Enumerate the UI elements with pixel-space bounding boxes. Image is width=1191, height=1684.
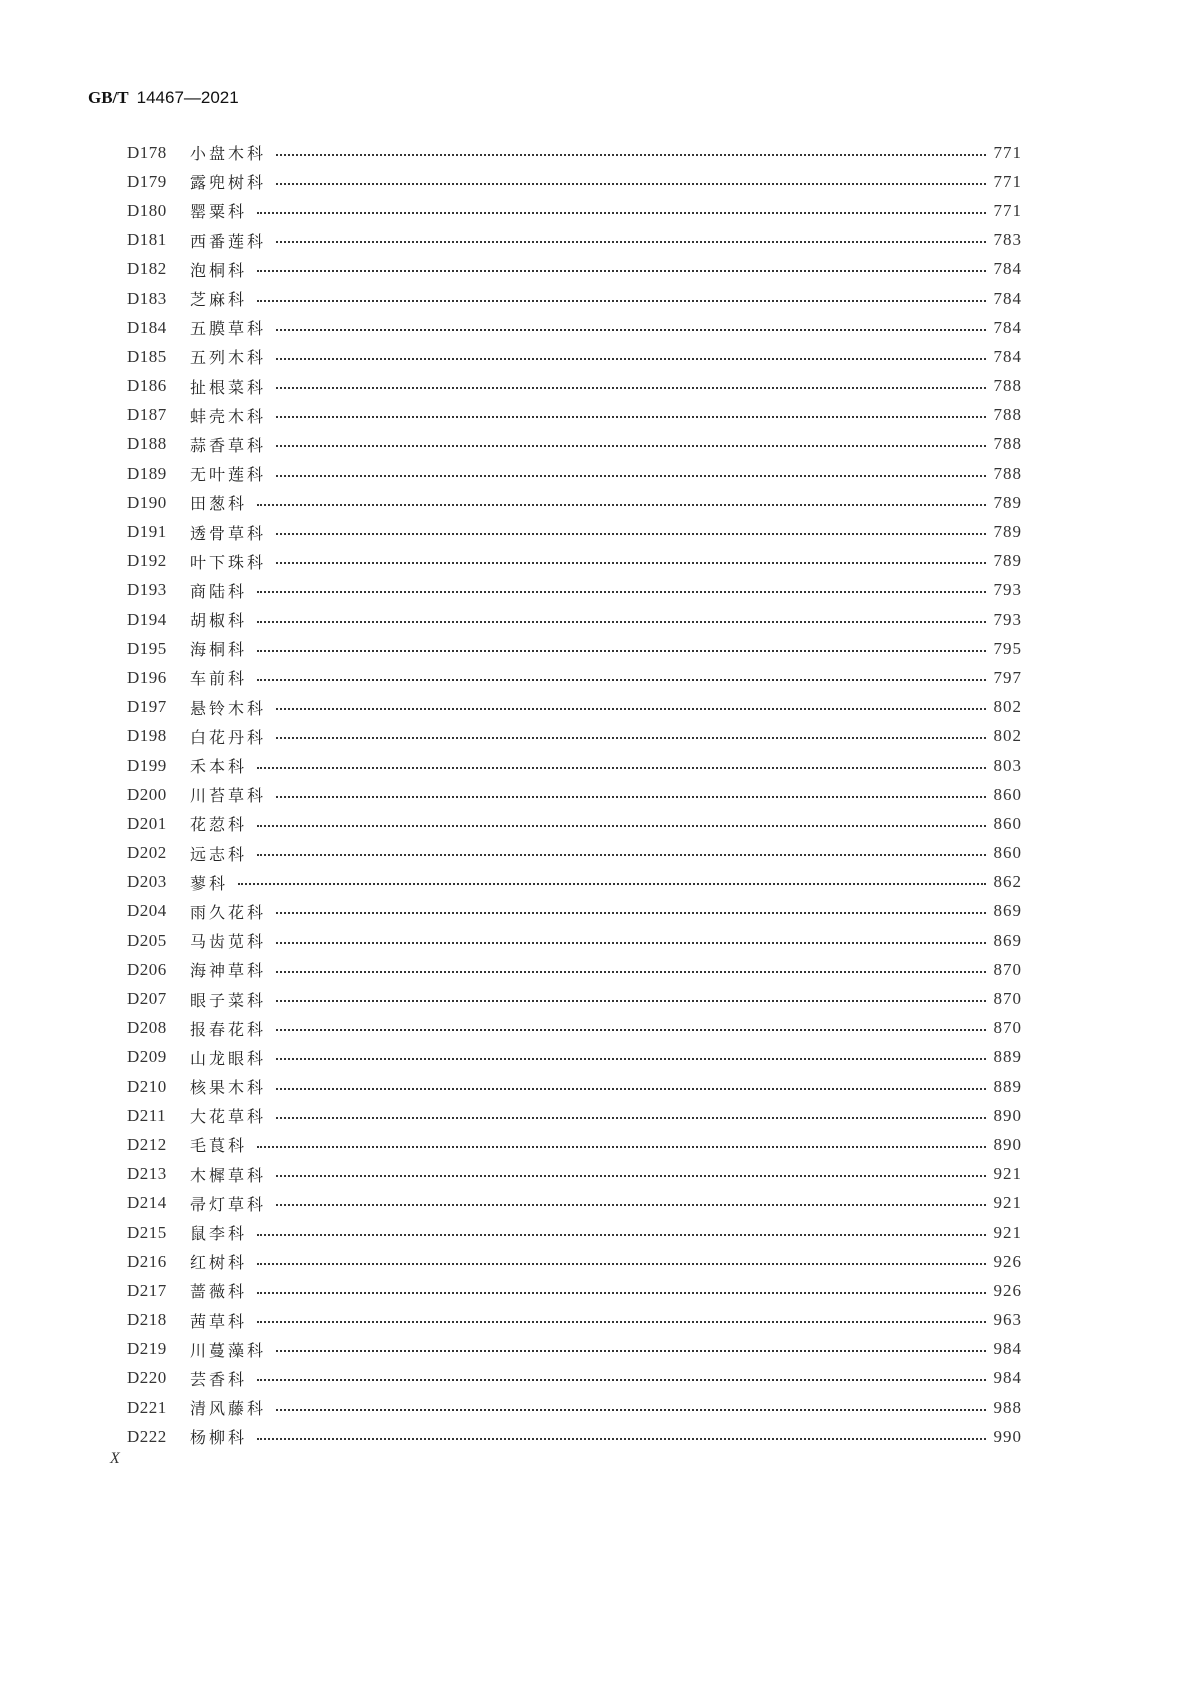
entry-title: 五列木科 [190,348,267,368]
entry-title: 清风藤科 [190,1399,267,1419]
dot-leader [276,416,985,418]
entry-id: D178 [127,142,167,162]
running-header [88,88,239,108]
dot-leader [276,445,985,447]
dot-leader [276,475,985,477]
dot-leader [257,679,985,681]
entry-page: 784 [993,346,1022,366]
toc-entry[interactable] [127,430,1022,459]
entry-id: D193 [127,580,167,600]
entry-page: 926 [993,1280,1022,1300]
entry-id: D181 [127,230,167,250]
entry-page: 784 [993,317,1022,337]
entry-title: 叶下珠科 [190,552,267,572]
entry-title: 禾本科 [190,757,248,777]
entry-title: 海神草科 [190,961,267,981]
toc-entry[interactable] [127,196,1022,225]
dot-leader [257,1146,985,1148]
dot-leader [257,300,985,302]
dot-leader [257,1321,985,1323]
entry-id: D182 [127,259,167,279]
toc-entry[interactable] [127,1422,1022,1451]
toc-entry[interactable] [127,1247,1022,1276]
entry-title: 蚌壳木科 [190,406,267,426]
entry-title: 蓼科 [190,873,229,893]
entry-title: 木樨草科 [190,1165,267,1185]
entry-page: 860 [993,784,1022,804]
toc-entry[interactable] [127,780,1022,809]
entry-title: 小盘木科 [190,144,267,164]
entry-page: 890 [993,1105,1022,1125]
toc-entry[interactable] [127,1160,1022,1189]
toc-entry[interactable] [127,693,1022,722]
entry-id: D197 [127,697,167,717]
toc-entry[interactable] [127,1101,1022,1130]
entry-page: 771 [993,142,1022,162]
entry-title: 帚灯草科 [190,1194,267,1214]
entry-page: 797 [993,667,1022,687]
dot-leader [276,1000,985,1002]
entry-title: 远志科 [190,844,248,864]
dot-leader [276,241,985,243]
entry-title: 扯根菜科 [190,377,267,397]
dot-leader [276,1409,985,1411]
toc-entry[interactable] [127,1072,1022,1101]
standard-code: GB/T [88,88,129,107]
entry-title: 川蔓藻科 [190,1340,267,1360]
dot-leader [257,1438,985,1440]
entry-title: 芸香科 [190,1369,248,1389]
entry-id: D191 [127,522,167,542]
toc-entry[interactable] [127,1364,1022,1393]
toc-entry[interactable] [127,955,1022,984]
dot-leader [276,1204,985,1206]
dot-leader [276,1350,985,1352]
entry-id: D218 [127,1310,167,1330]
entry-page: 990 [993,1426,1022,1446]
entry-id: D187 [127,405,167,425]
dot-leader [276,942,985,944]
entry-id: D180 [127,200,167,220]
entry-title: 悬铃木科 [190,698,267,718]
toc-entry[interactable] [127,984,1022,1013]
entry-id: D198 [127,726,167,746]
entry-id: D183 [127,288,167,308]
entry-id: D217 [127,1280,167,1300]
standard-number: 14467—2021 [136,88,239,107]
dot-leader [276,1088,985,1090]
entry-id: D196 [127,667,167,687]
toc-entry[interactable] [127,313,1022,342]
entry-id: D179 [127,171,167,191]
entry-id: D188 [127,434,167,454]
toc-entry[interactable] [127,1218,1022,1247]
entry-id: D199 [127,755,167,775]
entry-title: 核果木科 [190,1078,267,1098]
toc-entry[interactable] [127,634,1022,663]
entry-page: 963 [993,1310,1022,1330]
toc-entry[interactable] [127,401,1022,430]
dot-leader [276,971,985,973]
entry-title: 杨柳科 [190,1428,248,1448]
toc-entry[interactable] [127,167,1022,196]
dot-leader [257,591,985,593]
entry-page: 869 [993,930,1022,950]
toc-entry[interactable] [127,459,1022,488]
entry-id: D195 [127,638,167,658]
entry-page: 921 [993,1193,1022,1213]
entry-page: 802 [993,726,1022,746]
entry-page: 988 [993,1397,1022,1417]
entry-title: 海桐科 [190,640,248,660]
entry-page: 869 [993,901,1022,921]
entry-title: 毛茛科 [190,1136,248,1156]
dot-leader [238,883,985,885]
entry-page: 802 [993,697,1022,717]
entry-title: 蒜香草科 [190,435,267,455]
entry-page: 771 [993,200,1022,220]
entry-title: 眼子菜科 [190,990,267,1010]
entry-page: 789 [993,551,1022,571]
toc-entry[interactable] [127,809,1022,838]
dot-leader [257,767,985,769]
entry-page: 793 [993,580,1022,600]
entry-title: 白花丹科 [190,727,267,747]
dot-leader [257,854,985,856]
entry-page: 860 [993,843,1022,863]
entry-title: 罂粟科 [190,202,248,222]
entry-title: 雨久花科 [190,902,267,922]
entry-id: D216 [127,1251,167,1271]
dot-leader [276,329,985,331]
entry-page: 926 [993,1251,1022,1271]
entry-title: 透骨草科 [190,523,267,543]
entry-page: 921 [993,1222,1022,1242]
entry-title: 红树科 [190,1253,248,1273]
toc-entry[interactable] [127,284,1022,313]
toc-entry[interactable] [127,1276,1022,1305]
entry-id: D210 [127,1076,167,1096]
dot-leader [276,1029,985,1031]
toc-entry[interactable] [127,1189,1022,1218]
dot-leader [257,1379,985,1381]
toc-entry[interactable] [127,372,1022,401]
entry-id: D211 [127,1105,167,1125]
dot-leader [276,737,985,739]
entry-page: 795 [993,638,1022,658]
dot-leader [257,1263,985,1265]
dot-leader [276,1175,985,1177]
toc-entry[interactable] [127,255,1022,284]
entry-title: 大花草科 [190,1107,267,1127]
entry-id: D207 [127,989,167,1009]
entry-page: 870 [993,959,1022,979]
entry-id: D209 [127,1047,167,1067]
toc-entry[interactable] [127,342,1022,371]
entry-id: D213 [127,1164,167,1184]
entry-page: 783 [993,230,1022,250]
entry-title: 花荵科 [190,815,248,835]
table-of-contents [127,138,1022,1451]
entry-page: 784 [993,288,1022,308]
entry-page: 860 [993,813,1022,833]
entry-page: 788 [993,434,1022,454]
entry-title: 蔷薇科 [190,1282,248,1302]
toc-entry[interactable] [127,897,1022,926]
toc-entry[interactable] [127,751,1022,780]
toc-entry[interactable] [127,1306,1022,1335]
entry-id: D208 [127,1018,167,1038]
entry-title: 车前科 [190,669,248,689]
entry-page: 984 [993,1368,1022,1388]
entry-title: 茜草科 [190,1311,248,1331]
entry-id: D184 [127,317,167,337]
entry-title: 马齿苋科 [190,932,267,952]
dot-leader [257,621,985,623]
entry-page: 889 [993,1076,1022,1096]
entry-id: D185 [127,346,167,366]
entry-id: D194 [127,609,167,629]
entry-id: D215 [127,1222,167,1242]
dot-leader [276,533,985,535]
toc-entry[interactable] [127,226,1022,255]
dot-leader [257,1234,985,1236]
entry-page: 788 [993,405,1022,425]
entry-title: 川苔草科 [190,786,267,806]
entry-page: 889 [993,1047,1022,1067]
entry-id: D192 [127,551,167,571]
entry-title: 五膜草科 [190,319,267,339]
dot-leader [276,796,985,798]
toc-entry[interactable] [127,722,1022,751]
entry-page: 921 [993,1164,1022,1184]
dot-leader [276,154,985,156]
toc-entry[interactable] [127,1043,1022,1072]
entry-id: D204 [127,901,167,921]
toc-entry[interactable] [127,517,1022,546]
dot-leader [276,912,985,914]
entry-id: D205 [127,930,167,950]
toc-entry[interactable] [127,605,1022,634]
dot-leader [257,504,985,506]
entry-title: 报春花科 [190,1019,267,1039]
entry-page: 870 [993,1018,1022,1038]
entry-page: 793 [993,609,1022,629]
entry-id: D190 [127,492,167,512]
toc-entry[interactable] [127,547,1022,576]
entry-page: 862 [993,872,1022,892]
toc-entry[interactable] [127,1014,1022,1043]
entry-title: 无叶莲科 [190,465,267,485]
dot-leader [276,358,985,360]
dot-leader [276,708,985,710]
toc-entry[interactable] [127,1130,1022,1159]
dot-leader [257,270,985,272]
entry-title: 芝麻科 [190,290,248,310]
entry-page: 784 [993,259,1022,279]
dot-leader [276,562,985,564]
entry-title: 胡椒科 [190,611,248,631]
entry-id: D203 [127,872,167,892]
dot-leader [276,387,985,389]
entry-page: 803 [993,755,1022,775]
toc-entry[interactable] [127,488,1022,517]
dot-leader [276,1117,985,1119]
page-number: X [110,1450,120,1467]
entry-id: D202 [127,843,167,863]
entry-title: 田葱科 [190,494,248,514]
entry-title: 山龙眼科 [190,1048,267,1068]
entry-title: 西番莲科 [190,231,267,251]
dot-leader [257,1292,985,1294]
dot-leader [276,1058,985,1060]
toc-entry[interactable] [127,1393,1022,1422]
entry-id: D189 [127,463,167,483]
entry-id: D219 [127,1339,167,1359]
entry-page: 788 [993,376,1022,396]
entry-page: 788 [993,463,1022,483]
entry-id: D186 [127,376,167,396]
entry-title: 鼠李科 [190,1224,248,1244]
toc-entry[interactable] [127,926,1022,955]
entry-id: D206 [127,959,167,979]
entry-title: 商陆科 [190,581,248,601]
entry-id: D201 [127,813,167,833]
dot-leader [276,183,985,185]
entry-id: D200 [127,784,167,804]
toc-entry[interactable] [127,138,1022,167]
dot-leader [257,650,985,652]
toc-entry[interactable] [127,1335,1022,1364]
entry-id: D212 [127,1134,167,1154]
dot-leader [257,825,985,827]
entry-page: 789 [993,492,1022,512]
entry-title: 泡桐科 [190,260,248,280]
entry-id: D221 [127,1397,167,1417]
entry-page: 890 [993,1134,1022,1154]
toc-entry[interactable] [127,868,1022,897]
toc-entry[interactable] [127,663,1022,692]
dot-leader [257,212,985,214]
entry-page: 870 [993,989,1022,1009]
entry-page: 984 [993,1339,1022,1359]
entry-title: 露兜树科 [190,173,267,193]
entry-id: D214 [127,1193,167,1213]
entry-page: 789 [993,522,1022,542]
entry-page: 771 [993,171,1022,191]
toc-entry[interactable] [127,839,1022,868]
entry-id: D222 [127,1426,167,1446]
toc-entry[interactable] [127,576,1022,605]
entry-id: D220 [127,1368,167,1388]
